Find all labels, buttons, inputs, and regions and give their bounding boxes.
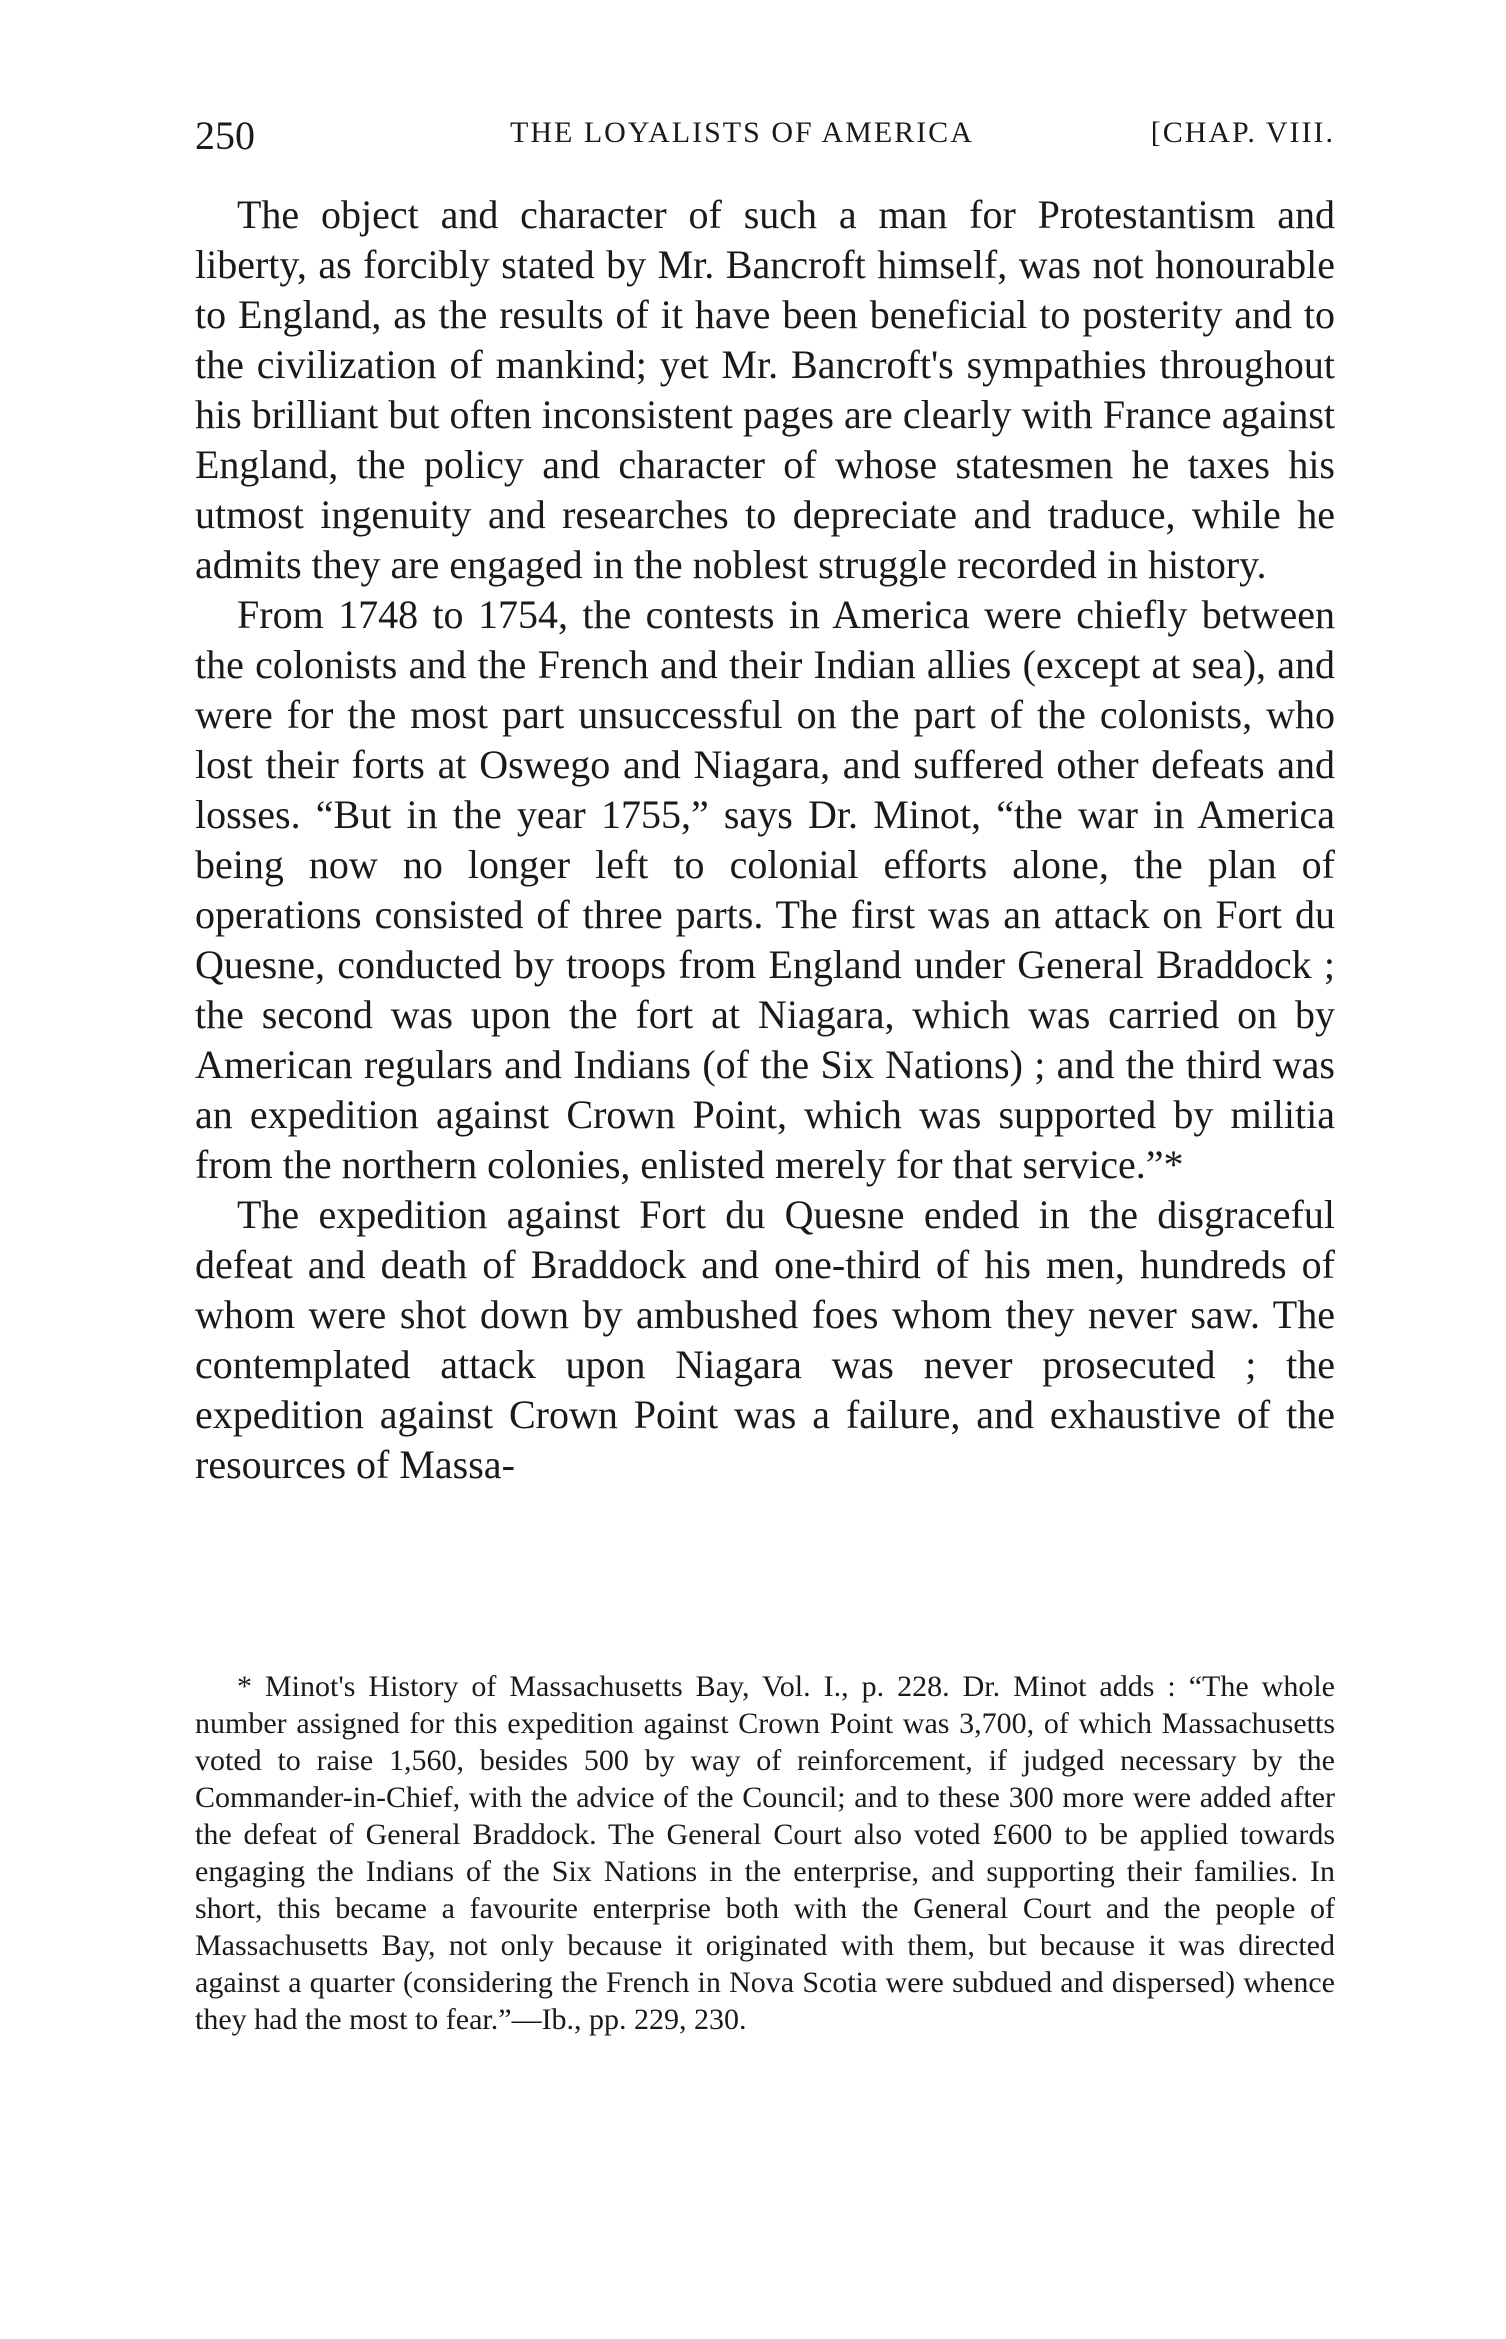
paragraph-1: The object and character of such a man for Protestantism and liberty, as forcibly stated by Mr. Bancroft himself, was not honourable to England, as the results of it have been beneficial to posterity and to the civilization of mankind; yet Mr. Bancroft's sympathies throughout his brilliant but often inconsistent pages are clearly with France against England, the policy and character of whose statesmen he taxes his utmost ingenuity and researches to depreciate and traduce, while he admits they are engaged in the noblest struggle recorded in history.: [195, 192, 1335, 587]
page-number: 250: [195, 113, 255, 158]
footnote-block: [195, 1668, 1335, 2038]
page-header: [195, 112, 1335, 162]
paragraph-3: The expedition against Fort du Quesne ended in the disgraceful defeat and death of Braddock and one-third of his men, hundreds of whom were shot down by ambushed foes whom they never saw. The contemplated attack upon Niagara was never prosecuted ; the expedition against Crown Point was a failure, and exhaustive of the resources of Massa-: [195, 1192, 1335, 1487]
main-text: [195, 190, 1335, 1490]
paragraph-2: From 1748 to 1754, the contests in America were chiefly between the colonists and the French and their Indian allies (except at sea), and were for the most part unsuccessful on the part of the colonists, who lost their forts at Oswego and Niagara, and suffered other defeats and losses. “But in the year 1755,” says Dr. Minot, “the war in America being now no longer left to colonial efforts alone, the plan of operations consisted of three parts. The first was an attack on Fort du Quesne, conducted by troops from England under General Braddock ; the second was upon the fort at Niagara, which was carried on by American regulars and Indians (of the Six Nations) ; and the third was an expedition against Crown Point, which was supported by militia from the northern colonies, enlisted merely for that service.”*: [195, 592, 1335, 1187]
running-title: THE LOYALISTS OF AMERICA: [510, 116, 974, 149]
footnote: * Minot's History of Massachusetts Bay, Vol. I., p. 228. Dr. Minot adds : “The whole number assigned for this expedition against Crown Point was 3,700, of which Massachusetts voted to raise 1,560, besides 500 by way of reinforcement, if judged necessary by the Commander-in-Chief, with the advice of the Council; and to these 300 more were added after the defeat of General Braddock. The General Court also voted £600 to be applied towards engaging the Indians of the Six Nations in the enterprise, and supporting their families. In short, this became a favourite enterprise both with the General Court and the people of Massachusetts Bay, not only because it originated with them, but because it was directed against a quarter (considering the French in Nova Scotia were subdued and dispersed) whence they had the most to fear.”—Ib., pp. 229, 230.: [195, 1670, 1335, 2036]
chapter-label: [CHAP. VIII.: [1150, 116, 1335, 149]
